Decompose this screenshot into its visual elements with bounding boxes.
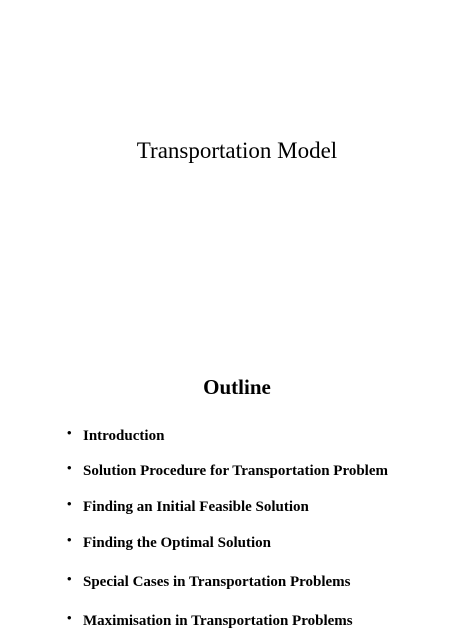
outline-item-maximisation	[67, 611, 353, 631]
outline-item-special-cases	[67, 572, 351, 592]
outline-item-label: Solution Procedure for Transportation Problem	[83, 463, 389, 479]
outline-item-label: Finding the Optimal Solution	[83, 535, 271, 551]
outline-item-initial-feasible-solution	[67, 497, 309, 517]
outline-item-label: Maximisation in Transportation Problems	[83, 613, 353, 629]
outline-item-introduction	[67, 426, 164, 446]
outline-item-optimal-solution	[67, 533, 271, 553]
outline-item-label: Special Cases in Transportation Problems	[83, 574, 351, 590]
bullet-icon: •	[67, 460, 72, 475]
bullet-icon: •	[67, 571, 72, 586]
outline-item-label: Finding an Initial Feasible Solution	[83, 499, 309, 515]
bullet-icon: •	[67, 496, 72, 511]
slide-title: Transportation Model	[136, 138, 338, 163]
bullet-icon: •	[67, 425, 72, 440]
outline-item-label: Introduction	[83, 428, 165, 444]
bullet-icon: •	[67, 532, 72, 547]
outline-item-solution-procedure	[67, 461, 388, 481]
bullet-icon: •	[67, 610, 72, 625]
outline-heading: Outline	[203, 375, 271, 399]
